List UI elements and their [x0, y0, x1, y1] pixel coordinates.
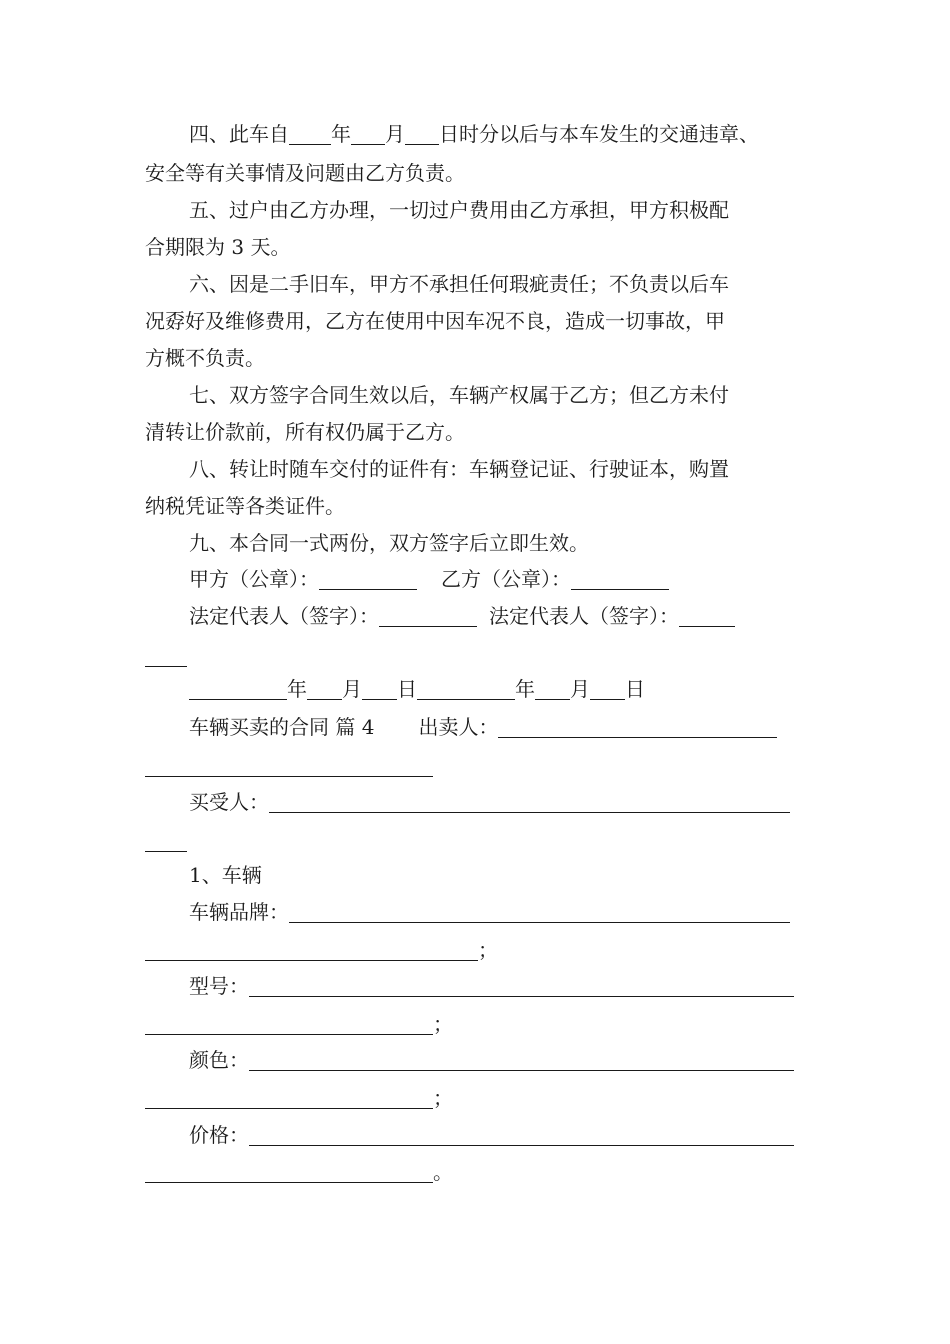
contract-4-heading-line: [145, 709, 854, 746]
price-blank: [249, 1123, 794, 1146]
clause-6-line-3: 方概不负责。: [145, 346, 265, 370]
rep-b-blank: [679, 604, 735, 627]
buyer-blank: [269, 790, 790, 813]
date-line: 年 月 日 年 月 日: [145, 671, 854, 708]
model-blank: [249, 974, 794, 997]
contract-4-heading: 车辆买卖的合同 篇 4: [189, 715, 375, 739]
clause-8-line-1: 八、转让时随车交付的证件有：车辆登记证、行驶证本，购置: [189, 457, 729, 481]
rep-a-label: 法定代表人（签字）：: [189, 604, 379, 628]
model-line: [145, 968, 854, 1005]
clause-9: 九、本合同一式两份，双方签字后立即生效。: [189, 531, 589, 555]
party-b-seal-blank: [571, 567, 669, 590]
clause-7-line-1: 七、双方签字合同生效以后，车辆产权属于乙方；但乙方未付: [189, 383, 729, 407]
seller-blank: [498, 715, 777, 738]
clause-5-line-1: 五、过户由乙方办理，一切过户费用由乙方承担，甲方积极配: [189, 198, 729, 222]
rep-b-blank-continued: [145, 638, 810, 675]
clause-6-line-1: 六、因是二手旧车，甲方不承担任何瑕疵责任；不负责以后车: [189, 272, 729, 296]
clause-8-line-2: 纳税凭证等各类证件。: [145, 494, 345, 518]
section-1-vehicle: 1、车辆: [189, 863, 262, 887]
representative-line: [145, 598, 854, 635]
rep-a-blank: [379, 604, 477, 627]
color-label: 颜色：: [189, 1048, 249, 1072]
model-blank-continued: ；: [145, 1006, 810, 1043]
clause-4-line-1: 四、此车自 年 月 日时分以后与本车发生的交通违章、: [189, 122, 759, 146]
color-blank: [249, 1048, 794, 1071]
clause-4-line-2: 安全等有关事情及问题由乙方负责。: [145, 161, 465, 185]
buyer-label: 买受人：: [189, 790, 269, 814]
seller-blank-continued: [145, 748, 810, 785]
seller-label: 出卖人：: [418, 715, 499, 739]
brand-label: 车辆品牌：: [189, 900, 289, 924]
brand-blank: [289, 900, 790, 923]
buyer-line: [145, 784, 854, 821]
brand-line: [145, 894, 854, 931]
party-b-seal-label: 乙方（公章）：: [441, 567, 571, 591]
model-label: 型号：: [189, 974, 249, 998]
party-seal-line: [145, 561, 854, 598]
price-blank-continued: 。: [145, 1154, 810, 1191]
party-a-seal-blank: [319, 567, 417, 590]
rep-b-label: 法定代表人（签字）：: [489, 604, 679, 628]
clause-6-line-2: 况孬好及维修费用，乙方在使用中因车况不良，造成一切事故，甲: [145, 309, 725, 333]
color-blank-continued: ；: [145, 1080, 810, 1117]
brand-blank-continued: ；: [145, 932, 810, 969]
color-line: [145, 1042, 854, 1079]
clause-5-line-2: 合期限为 3 天。: [145, 235, 291, 259]
clause-7-line-2: 清转让价款前，所有权仍属于乙方。: [145, 420, 465, 444]
price-line: [145, 1117, 854, 1154]
price-label: 价格：: [189, 1123, 249, 1147]
buyer-blank-continued: [145, 823, 810, 860]
party-a-seal-label: 甲方（公章）：: [189, 567, 319, 591]
